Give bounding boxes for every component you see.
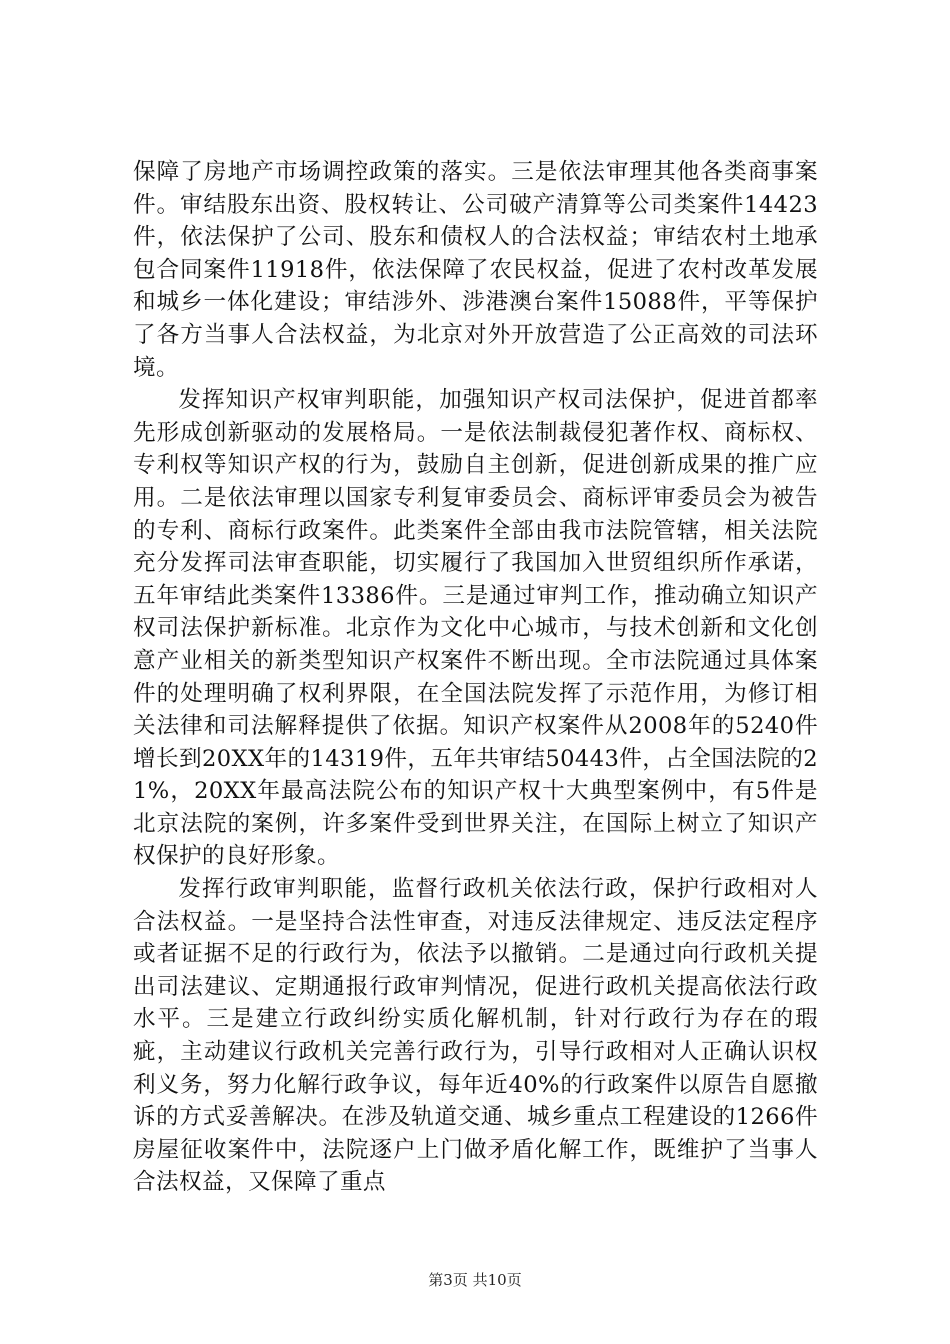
document-body <box>133 156 818 1199</box>
paragraph-2: 发挥知识产权审判职能，加强知识产权司法保护，促进首都率先形成创新驱动的发展格局。一是依法制裁侵犯著作权、商标权、专利权等知识产权的行为，鼓励自主创新，促进创新成果的推广应用。二是依法审理以国家专利复审委员会、商标评审委员会为被告的专利、商标行政案件。此类案件全部由我市法院管辖，相关法院充分发挥司法审查职能，切实履行了我国加入世贸组织所作承诺，五年审结此类案件13386件。三是通过审判工作，推动确立知识产权司法保护新标准。北京作为文化中心城市，与技术创新和文化创意产业相关的新类型知识产权案件不断出现。全市法院通过具体案件的处理明确了权利界限，在全国法院发挥了示范作用，为修订相关法律和司法解释提供了依据。知识产权案件从2008年的5240件增长到20XX年的14319件，五年共审结50443件，占全国法院的21%，20XX年最高法院公布的知识产权十大典型案例中，有5件是北京法院的案例，许多案件受到世界关注，在国际上树立了知识产权保护的良好形象。 <box>133 387 818 870</box>
paragraph-3: 发挥行政审判职能，监督行政机关依法行政，保护行政相对人合法权益。一是坚持合法性审查，对违反法律规定、违反法定程序或者证据不足的行政行为，依法予以撤销。二是通过向行政机关提出司法建议、定期通报行政审判情况，促进行政机关提高依法行政水平。三是建立行政纠纷实质化解机制，针对行政行为存在的瑕疵，主动建议行政机关完善行政行为，引导行政相对人正确认识权利义务，努力化解行政争议，每年近40%的行政案件以原告自愿撤诉的方式妥善解决。在涉及轨道交通、城乡重点工程建设的1266件房屋征收案件中，法院逐户上门做矛盾化解工作，既维护了当事人合法权益，又保障了重点 <box>133 876 818 1196</box>
paragraph-1: 保障了房地产市场调控政策的落实。三是依法审理其他各类商事案件。审结股东出资、股权转让、公司破产清算等公司类案件14423件，依法保护了公司、股东和债权人的合法权益；审结农村土地承包合同案件11918件，依法保障了农民权益，促进了农村改革发展和城乡一体化建设；审结涉外、涉港澳台案件15088件，平等保护了各方当事人合法权益，为北京对外开放营造了公正高效的司法环境。 <box>133 159 818 381</box>
page-number-footer: 第3页 共10页 <box>428 1271 522 1289</box>
